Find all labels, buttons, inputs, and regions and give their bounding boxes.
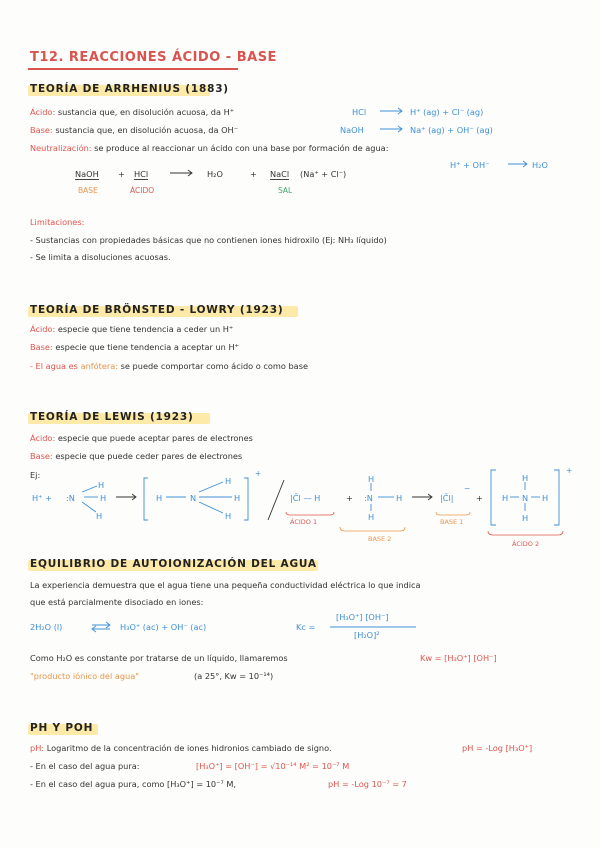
acid2-tag: ÁCIDO 2	[512, 540, 540, 548]
chloride-ion: |C̄l|	[440, 493, 454, 503]
reaction-base-tag: BASE	[78, 186, 98, 195]
ammonia-nitrogen: :N	[66, 493, 75, 503]
hcl-molecule: |C̄l — H	[290, 493, 321, 503]
neutralization-label: Neutralización:	[30, 143, 92, 153]
base2-tag: BASE 2	[368, 535, 392, 543]
reaction-acid: HCl	[134, 169, 149, 179]
base-definition: especie que tiene tendencia a aceptar un H⁺	[55, 342, 239, 352]
base-label: Base:	[30, 125, 53, 135]
acid-label: Ácido:	[30, 433, 56, 443]
pure-water-case: - En el caso del agua pura:	[30, 761, 140, 771]
hydrogen-atom: H	[368, 512, 375, 522]
hydrogen-atom: H	[522, 513, 529, 523]
acid-equation-right: H⁺ (ag) + Cl⁻ (ag)	[410, 107, 484, 117]
hydrogen-atom: H	[396, 493, 403, 503]
base-equation-right: Na⁺ (ag) + OH⁻ (ag)	[410, 125, 493, 135]
acid-equation-left: HCl	[352, 107, 367, 117]
hydrogen-atom: H	[234, 493, 241, 503]
pure-water-case: - En el caso del agua pura, como [H₃O⁺] = 10⁻⁷ M,	[30, 779, 236, 789]
equilibrium-right: H₃O⁺ (ac) + OH⁻ (ac)	[120, 622, 207, 632]
reaction-salt: NaCl	[270, 169, 290, 179]
lewis-heading: TEORÍA DE LEWIS (1923)	[30, 411, 194, 423]
base-definition: sustancia que, en disolución acuosa, da OH⁻	[55, 125, 239, 135]
reaction-acid-tag: ÁCIDO	[130, 186, 155, 195]
water-heading: EQUILIBRIO DE AUTOIONIZACIÓN DEL AGUA	[30, 558, 317, 570]
limitation-item: - Sustancias con propiedades básicas que no contienen iones hidroxilo (Ej: NH₃ líquido)	[30, 235, 387, 245]
charge-minus: −	[464, 484, 471, 493]
hydrogen-atom: H	[225, 476, 232, 486]
neutralization-equation-left: H⁺ + OH⁻	[450, 160, 490, 170]
base1-tag: BASE 1	[440, 518, 464, 526]
reaction-salt-ions: (Na⁺ + Cl⁻)	[300, 169, 347, 179]
example-label: Ej:	[30, 470, 41, 480]
hydrogen-atom: H	[542, 493, 549, 503]
ph-definition: Logaritmo de la concentración de iones hidronios cambiado de signo.	[46, 743, 332, 753]
reaction-water: H₂O	[207, 169, 223, 179]
kc-denominator: [H₂O]²	[354, 630, 380, 640]
hydrogen-atom: H	[368, 474, 375, 484]
pure-water-equation: [H₃O⁺] = [OH⁻] = √10⁻¹⁴ M² = 10⁻⁷ M	[196, 761, 350, 771]
ammonium-nitrogen: N	[190, 493, 197, 503]
ionic-product-note: (a 25°, Kw = 10⁻¹⁴)	[194, 671, 274, 681]
acid-definition: especie que puede aceptar pares de electrones	[57, 433, 253, 443]
ammonium-nitrogen-b: N	[522, 493, 529, 503]
neutralization-equation-right: H₂O	[532, 160, 548, 170]
ionic-product-term: "producto iónico del agua"	[30, 671, 140, 681]
paragraph-line: La experiencia demuestra que el agua tiene una pequeña conductividad eléctrica lo que indica	[30, 580, 421, 590]
acid1-tag: ÁCIDO 1	[290, 518, 318, 526]
hydrogen-atom: H	[502, 493, 509, 503]
hydrogen-atom: H	[98, 480, 105, 490]
kc-numerator: [H₃O⁺] [OH⁻]	[336, 612, 389, 622]
amphoteric-term: anfótera:	[80, 361, 119, 371]
hydrogen-atom: H	[100, 493, 107, 503]
kc-label: Kc =	[296, 622, 316, 632]
hydrogen-atom: H	[225, 511, 232, 521]
neutralization-definition: se produce al reaccionar un ácido con una base por formación de agua:	[94, 143, 389, 153]
acid-label: Ácido:	[30, 107, 56, 117]
charge-plus: +	[255, 469, 262, 478]
water-note: se puede comportar como ácido o como base	[120, 361, 309, 371]
bronsted-heading: TEORÍA DE BRÖNSTED - LOWRY (1923)	[30, 304, 284, 316]
reaction-salt-tag: SAL	[278, 186, 293, 195]
base-equation-left: NaOH	[340, 125, 364, 135]
plus-sign: +	[250, 169, 257, 179]
pure-water-ph: pH = -Log 10⁻⁷ = 7	[328, 779, 407, 789]
acid-label: Ácido:	[30, 324, 56, 334]
plus-sign: +	[118, 169, 125, 179]
hydrogen-atom: H	[96, 511, 103, 521]
charge-plus: +	[566, 466, 573, 475]
equilibrium-left: 2H₂O (l)	[30, 622, 63, 632]
arrhenius-heading: TEORÍA DE ARRHENIUS (1883)	[30, 83, 229, 95]
nh3-nitrogen: :N	[364, 493, 373, 503]
limitations-label: Limitaciones:	[30, 217, 85, 227]
ph-heading: PH Y POH	[30, 722, 94, 734]
proton-plus: H⁺ +	[32, 493, 52, 503]
acid-definition: especie que tiene tendencia a ceder un H⁺	[57, 324, 234, 334]
paragraph-line: que está parcialmente disociado en iones:	[30, 597, 204, 607]
base-label: Base:	[30, 451, 53, 461]
base-label: Base:	[30, 342, 53, 352]
ph-label: pH:	[30, 743, 45, 753]
limitation-item: - Se limita a disoluciones acuosas.	[30, 252, 171, 262]
water-note-bullet: - El agua es	[30, 361, 78, 371]
ph-formula: pH = -Log [H₃O⁺]	[462, 743, 533, 753]
hydrogen-atom: H	[156, 493, 163, 503]
base-definition: especie que puede ceder pares de electrones	[55, 451, 243, 461]
acid-definition: sustancia que, en disolución acuosa, da H⁺	[57, 107, 235, 117]
page-title: T12. REACCIONES ÁCIDO - BASE	[30, 50, 277, 65]
reaction-base: NaOH	[75, 169, 99, 179]
kw-formula: Kw = [H₃O⁺] [OH⁻]	[420, 653, 497, 663]
hydrogen-atom: H	[522, 473, 529, 483]
plus-sign: +	[476, 493, 483, 503]
plus-sign: +	[346, 493, 353, 503]
paragraph-line: Como H₂O es constante por tratarse de un líquido, llamaremos	[30, 653, 288, 663]
